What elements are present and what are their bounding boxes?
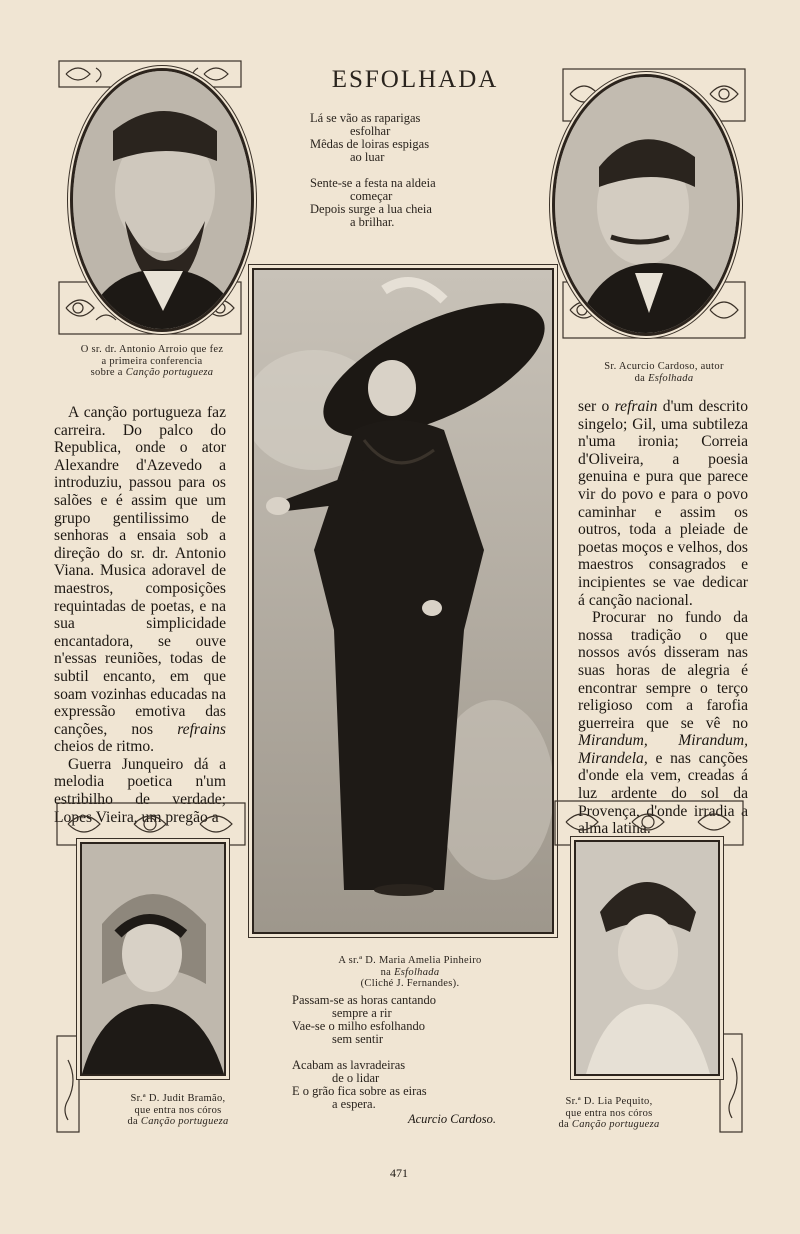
caption-pequito: Sr.ª D. Lia Pequito, que entra nos córos da Canção portugueza (558, 1096, 660, 1130)
poem-line: sem sentir (332, 1032, 384, 1046)
poem-top (310, 112, 510, 229)
poem-line: ao luar (350, 150, 385, 164)
poem-line: Passam-se as horas cantando (292, 993, 437, 1007)
poem-line: Depois surge a lua cheia (310, 202, 432, 216)
poem-line: Mêdas de loiras espigas (310, 137, 430, 151)
portrait-image (82, 844, 224, 1074)
portrait-image (73, 71, 251, 329)
poem-line: Sente-se a festa na aldeia (310, 176, 436, 190)
poem-line: a brilhar. (350, 215, 395, 229)
poem-line: de o lidar (332, 1071, 380, 1085)
caption-pinheiro: A sr.ª D. Maria Amelia Pinheiro na Esfolhada (Cliché J. Fernandes). (338, 955, 482, 989)
poem-line: E o grão fica sobre as eiras (292, 1084, 427, 1098)
caption-bramao: Sr.ª D. Judit Bramão, que entra nos córos da Canção portugueza (127, 1093, 229, 1127)
portrait-antonio-arroio (70, 68, 254, 332)
portrait-image (254, 270, 552, 932)
page-number: 471 (390, 1166, 408, 1180)
portrait-image (555, 77, 737, 333)
photo-lia-pequito (574, 840, 720, 1076)
poem-line: a espera. (332, 1097, 376, 1111)
caption-cardoso: Sr. Acurcio Cardoso, autor da Esfolhada (604, 361, 724, 384)
caption-arroio: O sr. dr. Antonio Arroio que fez a primeira conferencia sobre a Canção portugueza (80, 344, 224, 378)
poem-line: Vae-se o milho esfolhando (292, 1019, 425, 1033)
page-title: ESFOLHADA (331, 66, 499, 93)
portrait-image (576, 842, 718, 1074)
poem-bottom (292, 994, 492, 1111)
photo-maria-amelia-pinheiro (252, 268, 554, 934)
portrait-acurcio-cardoso (552, 74, 740, 336)
poem-line: Acabam as lavradeiras (292, 1058, 406, 1072)
poem-line: começar (350, 189, 393, 203)
poem-line: esfolhar (350, 124, 391, 138)
article-left-column: A canção portugueza faz carreira. Do palco do Republica, onde o ator Alexandre d'Azevedo a introduziu, passou para os salões e é assim que um grupo gentilissimo de senhoras a ensaia sob a direção do sr. dr. Antonio Viana. Musica adoravel de maestros, composições requintadas de poetas, e na sua simplicidade encantadora, se ouve n'essas reuniões, todas de subtil encanto, em que soam vozinhas educadas na expressão emotiva das canções, nos refrains cheios de ritmo. Guerra Junqueiro dá a melodia poetica n'um estribilho de verdade; Lopes Vieira, um pregão a (54, 404, 226, 826)
poem-line: Lá se vão as raparigas (310, 111, 421, 125)
poem-line: sempre a rir (332, 1006, 392, 1020)
article-right-column: ser o refrain d'um descrito singelo; Gil, uma subtileza n'uma ironia; Correia d'Oliveira, a poesia genuina e pura que parece vir do povo e para o povo caminhar e assim os outros, toda a pleiade de poetas moços e velhos, dos maestros consagrados e incipientes se vae dedicar á canção nacional. Procurar no fundo da nossa tradição o que nossos avós disseram nas suas horas de alegria é encontrar sempre o terço religioso com a farofia guerreira que se vê no Mirandum, Mirandum, Mirandela, e nas canções d'onde ela vem, creadas á luz ardente do sol da Provença, d'onde irradia a alma latina. (578, 398, 748, 838)
author-signature: Acurcio Cardoso. (408, 1112, 496, 1126)
photo-judit-bramao (80, 842, 226, 1076)
